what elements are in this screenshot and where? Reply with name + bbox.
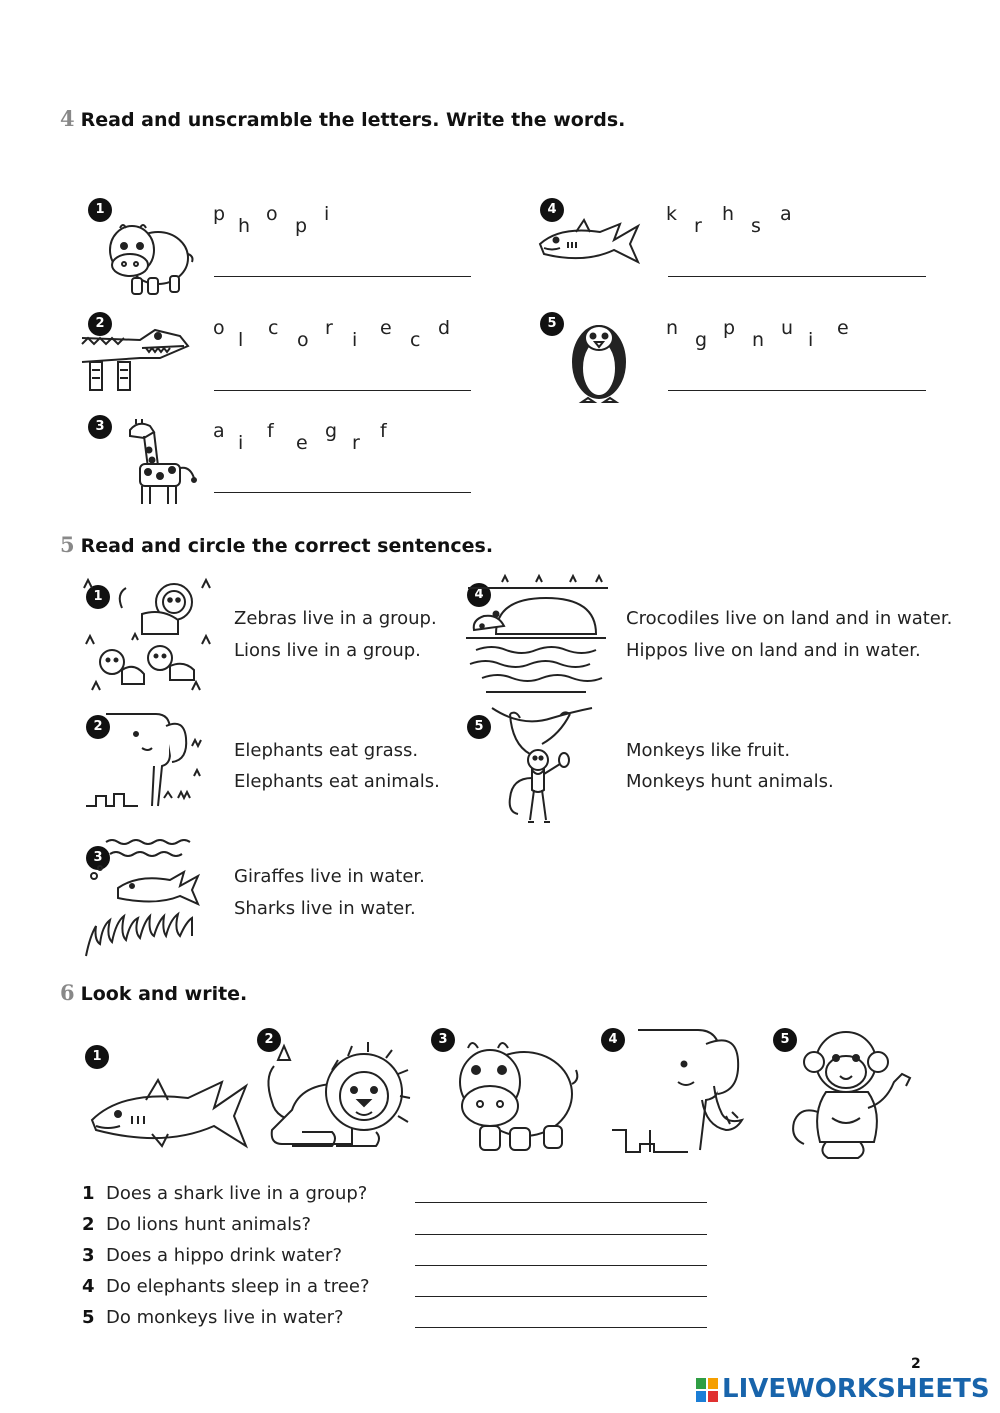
sentence-option[interactable]: Elephants eat animals. — [234, 771, 440, 792]
question-number: 4 — [82, 1276, 95, 1297]
answer-line[interactable] — [415, 1327, 707, 1328]
liveworksheets-logo-icon — [696, 1378, 718, 1402]
scrambled-letter: c — [268, 317, 279, 339]
scrambled-letter: g — [325, 420, 338, 442]
section-4-title: Read and unscramble the letters. Write the words. — [80, 109, 626, 131]
section-5-heading — [60, 532, 493, 557]
question-number: 1 — [82, 1183, 95, 1204]
page-number: 2 — [911, 1356, 921, 1372]
section-5-title: Read and circle the correct sentences. — [80, 535, 494, 557]
scrambled-letter: n — [666, 317, 679, 339]
question-text: Does a shark live in a group? — [106, 1183, 368, 1204]
item-badge: 2 — [86, 715, 110, 739]
liveworksheets-brand[interactable]: LIVEWORKSHEETS — [722, 1374, 990, 1404]
question-number: 5 — [82, 1307, 95, 1328]
item-badge: 1 — [88, 198, 112, 222]
elephant-icon — [82, 706, 216, 810]
lions-icon — [82, 574, 218, 692]
section-6-heading — [60, 980, 247, 1005]
sentence-option[interactable]: Giraffes live in water. — [234, 866, 425, 887]
answer-line[interactable] — [415, 1265, 707, 1266]
answer-line[interactable] — [214, 276, 471, 277]
sentence-option[interactable]: Monkeys hunt animals. — [626, 771, 834, 792]
picture-badge: 2 — [257, 1028, 281, 1052]
sentence-option[interactable]: Crocodiles live on land and in water. — [626, 608, 953, 629]
item-badge: 3 — [88, 415, 112, 439]
item-badge: 4 — [467, 583, 491, 607]
scrambled-letter: n — [752, 329, 765, 351]
answer-line[interactable] — [415, 1202, 707, 1203]
scrambled-letter: d — [438, 317, 451, 339]
sentence-option[interactable]: Lions live in a group. — [234, 640, 421, 661]
hippo-water-icon — [466, 574, 612, 698]
question-text: Do lions hunt animals? — [106, 1214, 312, 1235]
scrambled-letter: o — [266, 203, 278, 225]
scrambled-letter: a — [780, 203, 792, 225]
scrambled-letter: h — [722, 203, 735, 225]
scrambled-letter: g — [695, 329, 708, 351]
scrambled-letter: s — [751, 215, 761, 237]
scrambled-letter: c — [410, 329, 421, 351]
answer-line[interactable] — [668, 390, 926, 391]
item-badge: 3 — [86, 846, 110, 870]
question-text: Do elephants sleep in a tree? — [106, 1276, 370, 1297]
scrambled-letter: p — [295, 215, 308, 237]
scrambled-letter: i — [324, 203, 330, 225]
picture-badge: 5 — [773, 1028, 797, 1052]
section-6-title: Look and write. — [80, 983, 248, 1005]
hippo-icon — [440, 1030, 580, 1158]
section-6-number: 6 — [60, 980, 75, 1005]
item-badge: 2 — [88, 312, 112, 336]
answer-line[interactable] — [668, 276, 926, 277]
item-badge: 1 — [86, 585, 110, 609]
section-4-number: 4 — [60, 106, 75, 131]
picture-badge: 4 — [601, 1028, 625, 1052]
answer-line[interactable] — [415, 1234, 707, 1235]
picture-badge: 3 — [431, 1028, 455, 1052]
question-text: Does a hippo drink water? — [106, 1245, 343, 1266]
answer-line[interactable] — [214, 390, 471, 391]
scrambled-letter: r — [352, 432, 360, 454]
monkey-vine-icon — [490, 704, 598, 830]
giraffe-icon — [122, 418, 200, 506]
scrambled-letter: i — [238, 432, 244, 454]
question-number: 2 — [82, 1214, 95, 1235]
hippo-icon — [100, 210, 195, 300]
sentence-option[interactable]: Sharks live in water. — [234, 898, 416, 919]
scrambled-letter: r — [325, 317, 333, 339]
monkey-icon — [788, 1022, 922, 1162]
item-badge: 5 — [540, 312, 564, 336]
question-number: 3 — [82, 1245, 95, 1266]
scrambled-letter: e — [837, 317, 849, 339]
scrambled-letter: p — [723, 317, 736, 339]
scrambled-letter: r — [694, 215, 702, 237]
scrambled-letter: k — [666, 203, 678, 225]
penguin-icon — [566, 314, 632, 404]
lion-icon — [252, 1030, 412, 1158]
section-4-heading — [60, 106, 625, 131]
scrambled-letter: e — [296, 432, 308, 454]
scrambled-letter: o — [213, 317, 225, 339]
answer-line[interactable] — [214, 492, 471, 493]
crocodile-icon — [80, 318, 190, 396]
picture-badge: 1 — [85, 1045, 109, 1069]
item-badge: 4 — [540, 198, 564, 222]
item-badge: 5 — [467, 715, 491, 739]
scrambled-letter: p — [213, 203, 226, 225]
scrambled-letter: f — [267, 420, 274, 442]
scrambled-letter: i — [352, 329, 358, 351]
shark-sea-icon — [82, 836, 216, 960]
scrambled-letter: f — [380, 420, 387, 442]
sentence-option[interactable]: Zebras live in a group. — [234, 608, 437, 629]
shark-icon — [536, 218, 644, 268]
scrambled-letter: a — [213, 420, 225, 442]
section-5-number: 5 — [60, 532, 75, 557]
sentence-option[interactable]: Elephants eat grass. — [234, 740, 419, 761]
sentence-option[interactable]: Monkeys like fruit. — [626, 740, 791, 761]
answer-line[interactable] — [415, 1296, 707, 1297]
scrambled-letter: u — [781, 317, 794, 339]
scrambled-letter: o — [297, 329, 309, 351]
shark-icon — [88, 1076, 248, 1152]
scrambled-letter: i — [808, 329, 814, 351]
elephant-icon — [610, 1026, 760, 1158]
sentence-option[interactable]: Hippos live on land and in water. — [626, 640, 921, 661]
question-text: Do monkeys live in water? — [106, 1307, 344, 1328]
scrambled-letter: l — [238, 329, 244, 351]
scrambled-letter: h — [238, 215, 251, 237]
scrambled-letter: e — [380, 317, 392, 339]
